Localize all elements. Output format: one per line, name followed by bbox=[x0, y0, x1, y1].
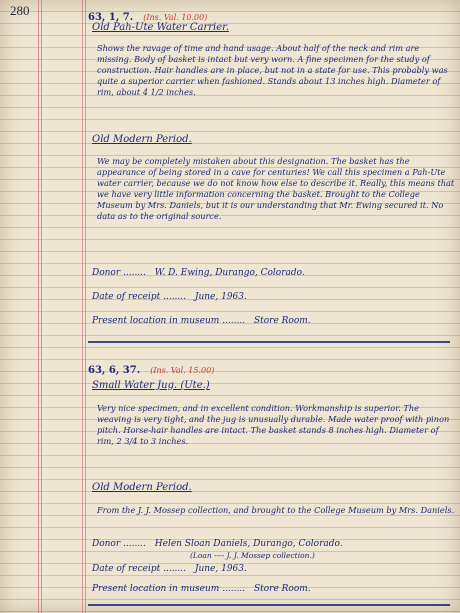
insurance-valuation: (Ins. Val. 15.00) bbox=[150, 366, 215, 375]
margin-line bbox=[38, 0, 39, 613]
page-number: 280 bbox=[10, 3, 30, 18]
location-label: Present location in museum bbox=[92, 584, 220, 594]
date-value: June, 1963. bbox=[194, 564, 247, 574]
entry-2-header bbox=[88, 358, 448, 377]
period-heading: Old Modern Period. bbox=[92, 134, 192, 145]
insurance-valuation: (Ins. Val. 10.00) bbox=[143, 13, 208, 22]
item-description: Shows the ravage of time and hand usage. About half of the neck and rim are missing. Body of basket is intact but very worn. A fine specimen for the study of construction. Hair handles are in place, but not in a state for use. This probably was quite a superior carrier when fashioned. Stands about 13 inches high. Diameter of rim, about 4 1/2 inches. bbox=[97, 43, 448, 97]
item-description: Very nice specimen, and in excellent condition. Workmanship is superior. The weaving is very tight, and the jug is unusually durable. Made water proof with pinon pitch. Horse-hair handles are intact. The basket stands 8 inches high. Diameter of rim, 2 3/4 to 3 inches. bbox=[97, 403, 450, 446]
period-heading: Old Modern Period. bbox=[92, 482, 192, 493]
donor-note: (Loan ---- J. J. Mossep collection.) bbox=[190, 551, 315, 560]
entry-divider bbox=[88, 604, 450, 606]
date-label: Date of receipt bbox=[92, 564, 161, 574]
donor-line: Donor ........ Helen Sloan Daniels, Durango, Colorado. bbox=[92, 539, 343, 549]
accession-number: 63, 1, 7. bbox=[88, 12, 134, 23]
donor-line: Donor ........ W. D. Ewing, Durango, Colorado. bbox=[92, 268, 305, 278]
date-label: Date of receipt bbox=[92, 292, 161, 302]
donor-label: Donor bbox=[92, 268, 121, 278]
accession-number: 63, 6, 37. bbox=[88, 365, 141, 376]
donor-value: W. D. Ewing, Durango, Colorado. bbox=[154, 268, 305, 278]
donor-value: Helen Sloan Daniels, Durango, Colorado. bbox=[154, 539, 343, 549]
item-title: Old Pah-Ute Water Carrier. bbox=[92, 22, 229, 33]
donor-label: Donor bbox=[92, 539, 121, 549]
item-title: Small Water Jug. (Ute.) bbox=[92, 380, 210, 391]
margin-line bbox=[41, 0, 42, 613]
date-line: Date of receipt ........ June, 1963. bbox=[92, 292, 247, 302]
margin-line bbox=[85, 0, 86, 613]
location-label: Present location in museum bbox=[92, 316, 220, 326]
entry-divider bbox=[88, 341, 450, 343]
date-value: June, 1963. bbox=[194, 292, 247, 302]
location-value: Store Room. bbox=[253, 584, 311, 594]
location-line: Present location in museum ........ Store Room. bbox=[92, 584, 311, 594]
date-line: Date of receipt ........ June, 1963. bbox=[92, 564, 247, 574]
period-text: We may be completely mistaken about this designation. The basket has the appearance of being stored in a cave for centuries! We call this specimen a Pah-Ute water carrier, because we do not know how else to describe it. Really, this means that we have very little information concerning the basket. Brought to the College Museum by Mrs. Daniels, but it is our understanding that Mr. Ewing secured it. No data as to the original source. bbox=[97, 156, 455, 221]
location-value: Store Room. bbox=[253, 316, 311, 326]
margin-line bbox=[82, 0, 83, 613]
location-line: Present location in museum ........ Store Room. bbox=[92, 316, 311, 326]
period-text: From the J. J. Mossep collection, and brought to the College Museum by Mrs. Daniels. bbox=[97, 505, 455, 515]
